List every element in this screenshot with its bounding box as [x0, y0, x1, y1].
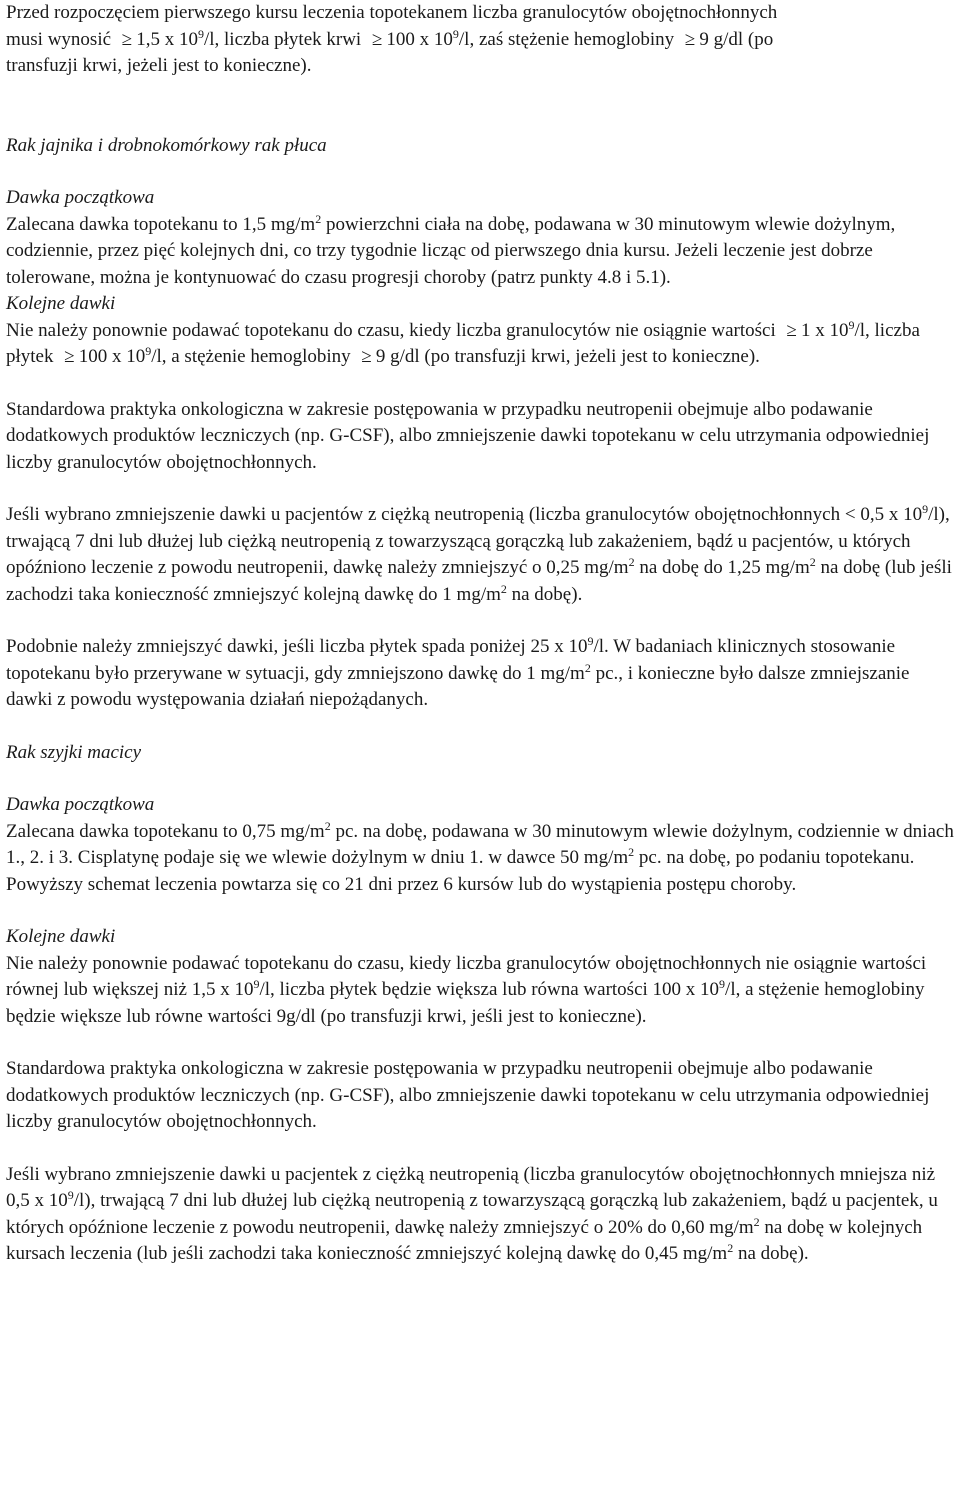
- subheading-start-dose: Dawka początkowa: [6, 794, 155, 815]
- intro-paragraph: [6, 0, 954, 80]
- paragraph-text: pc. na dobę, po podaniu topotekanu. Powyższy schemat leczenia powtarza się co 21 dni przez 6 kursów lub do wystąpienia postępu choroby.: [6, 847, 915, 895]
- superscript: 9: [452, 26, 459, 41]
- superscript: 9: [848, 317, 855, 332]
- paragraph-text: Podobnie należy zmniejszyć dawki, jeśli liczba płytek spada poniżej 25 x 10: [6, 636, 588, 657]
- spacer: [6, 371, 954, 397]
- paragraph-text: pc., i konieczne było dalsze zmniejszanie dawki z powodu występowania działań niepożądanych.: [6, 662, 910, 710]
- cervical-standard-practice-paragraph: Standardowa praktyka onkologiczna w zakresie postępowania w przypadku neutropenii obejmuje albo podawanie dodatkowych produktów leczniczych (np. G-CSF), albo zmniejszenie dawki topotekanu w celu utrzymania odpowiedniej liczby granulocytów obojętnochłonnych.: [6, 1058, 930, 1132]
- spacer: [6, 898, 954, 924]
- superscript: 2: [628, 555, 635, 569]
- intro-text: /l, liczba płytek krwi: [203, 28, 366, 50]
- paragraph-text: /l, a stężenie hemoglobiny będzie większe lub równe wartości 9g/dl (po transfuzji krwi, jeśli jest to konieczne).: [6, 979, 925, 1027]
- intro-text: 100 x 10: [386, 28, 453, 50]
- spacer: [6, 80, 954, 133]
- greater-equal-symbol: ≥: [371, 28, 383, 50]
- superscript: 2: [628, 845, 635, 859]
- superscript: 9: [922, 502, 929, 516]
- subheading-start-dose: Dawka początkowa: [6, 187, 155, 208]
- paragraph-text: /l), trwającą 7 dni lub dłużej lub ciężką neutropenią z towarzyszącą gorączką lub zakażeniem, bądź u pacjentów, u których opóźniono leczenie z powodu neutropenii, dawkę należy zmniejszyć o 0,25 mg/m: [6, 504, 950, 578]
- superscript: 2: [315, 211, 322, 226]
- greater-equal-symbol: ≥: [361, 346, 372, 367]
- superscript: 9: [719, 977, 726, 991]
- superscript: 2: [809, 555, 816, 569]
- paragraph-text: Jeśli wybrano zmniejszenie dawki u pacjentek z ciężką neutropenią (liczba granulocytów obojętnochłonnych mniejsza niż 0,5 x 10: [6, 1163, 936, 1211]
- paragraph-text: Nie należy ponownie podawać topotekanu do czasu, kiedy liczba granulocytów nie osiągnie wartości: [6, 319, 781, 341]
- superscript: 2: [500, 581, 507, 596]
- ovarian-platelets-paragraph: [6, 634, 954, 714]
- spacer: [6, 1030, 954, 1056]
- paragraph-text: /l, a stężenie hemoglobiny: [151, 346, 356, 367]
- ovarian-dose-reduction-paragraph: [6, 502, 954, 608]
- spacer: [6, 159, 954, 185]
- paragraph-text: na dobę).: [506, 583, 583, 605]
- paragraph-text: /l), trwającą 7 dni lub dłużej lub ciężką neutropenią z towarzyszącą gorączką lub zakażeniem, bądź u pacjentek, u których opóźnione leczenie z powodu neutropenii, dawkę należy zmniejszyć o 20% do 0,60 mg/m: [6, 1190, 938, 1238]
- paragraph-text: /l, liczba płytek będzie większa lub równa wartości 100 x 10: [259, 979, 720, 1000]
- subheading-next-doses: Kolejne dawki: [6, 293, 116, 314]
- spacer: [6, 714, 954, 740]
- paragraph-text: na dobę do 1,25 mg/m: [634, 557, 810, 578]
- paragraph-text: /l, liczba płytek: [6, 319, 920, 367]
- greater-equal-symbol: ≥: [684, 28, 696, 50]
- spacer: [6, 766, 954, 792]
- paragraph-text: 1 x 10: [800, 319, 849, 341]
- paragraph-text: Jeśli wybrano zmniejszenie dawki u pacjentów z ciężką neutropenią (liczba granulocytów obojętnochłonnych < 0,5 x 10: [6, 504, 923, 525]
- subheading-next-doses: Kolejne dawki: [6, 926, 116, 947]
- spacer: [6, 476, 954, 502]
- paragraph-text: pc. na dobę, podawana w 30 minutowym wlewie dożylnym, codziennie w dniach 1., 2. i 3. Cisplatynę podaje się we wlewie dożylnym w dniu 1. w dawce 50 mg/m: [6, 820, 954, 868]
- paragraph-text: na dobę w kolejnych kursach leczenia (lub jeśli zachodzi taka konieczność zmniejszyć kolejną dawkę do 0,45 mg/m: [6, 1216, 923, 1264]
- paragraph-text: /l. W badaniach klinicznych stosowanie topotekanu było przerywane w sytuacji, gdy zmniejszono dawkę do 1 mg/m: [6, 636, 896, 684]
- superscript: 9: [197, 26, 204, 41]
- superscript: 9: [67, 1188, 74, 1202]
- paragraph-text: powierzchni ciała na dobę, podawana w 30 minutowym wlewie dożylnym, codziennie, przez pięć kolejnych dni, co trzy tygodnie licząc od pierwszego dnia kursu. Jeżeli leczenie jest dobrze tolerowane, można je kontynuować do czasu progresji choroby (patrz punkty 4.8 i 5.1).: [6, 213, 896, 288]
- superscript: 2: [324, 818, 331, 833]
- greater-equal-symbol: ≥: [786, 319, 797, 341]
- greater-equal-symbol: ≥: [64, 346, 75, 367]
- superscript: 9: [587, 634, 594, 648]
- superscript: 2: [727, 1241, 734, 1255]
- spacer: [6, 1136, 954, 1162]
- paragraph-text: na dobę (lub jeśli zachodzi taka konieczność zmniejszyć kolejną dawkę do 1 mg/m: [6, 557, 952, 605]
- cervical-start-dose-paragraph: [6, 819, 954, 899]
- cervical-dose-reduction-paragraph: [6, 1162, 954, 1268]
- spacer: [6, 608, 954, 634]
- section-heading-cervical: Rak szyjki macicy: [6, 741, 142, 763]
- intro-line-3: transfuzji krwi, jeżeli jest to konieczne).: [6, 55, 312, 76]
- superscript: 9: [145, 344, 152, 358]
- paragraph-text: 100 x 10: [78, 346, 146, 367]
- intro-text: 1,5 x 10: [136, 28, 198, 50]
- greater-equal-symbol: ≥: [121, 28, 133, 50]
- paragraph-text: Zalecana dawka topotekanu to 0,75 mg/m: [6, 820, 325, 842]
- superscript: 9: [253, 977, 260, 991]
- paragraph-text: Zalecana dawka topotekanu to 1,5 mg/m: [6, 213, 316, 235]
- paragraph-text: 9 g/dl (po transfuzji krwi, jeżeli jest to konieczne).: [375, 346, 760, 367]
- ovarian-start-dose-paragraph: [6, 212, 954, 292]
- intro-text: /l, zaś stężenie hemoglobiny: [458, 28, 679, 50]
- intro-text: 9 g/dl (po: [699, 28, 774, 50]
- intro-line-1: Przed rozpoczęciem pierwszego kursu leczenia topotekanem liczba granulocytów obojętnochłonnych: [6, 2, 778, 23]
- superscript: 2: [584, 660, 591, 675]
- cervical-next-doses-paragraph: [6, 951, 954, 1031]
- superscript: 2: [753, 1214, 760, 1229]
- paragraph-text: na dobę).: [733, 1243, 809, 1264]
- ovarian-standard-practice-paragraph: Standardowa praktyka onkologiczna w zakresie postępowania w przypadku neutropenii obejmuje albo podawanie dodatkowych produktów leczniczych (np. G-CSF), albo zmniejszenie dawki topotekanu w celu utrzymania odpowiedniej liczby granulocytów obojętnochłonnych.: [6, 398, 930, 473]
- ovarian-next-doses-paragraph: [6, 318, 954, 371]
- section-heading-ovarian: Rak jajnika i drobnokomórkowy rak płuca: [6, 134, 327, 156]
- intro-text: musi wynosić: [6, 28, 116, 50]
- paragraph-text: Nie należy ponownie podawać topotekanu do czasu, kiedy liczba granulocytów obojętnochłonnych nie osiągnie wartości równej lub większej niż 1,5 x 10: [6, 952, 927, 1000]
